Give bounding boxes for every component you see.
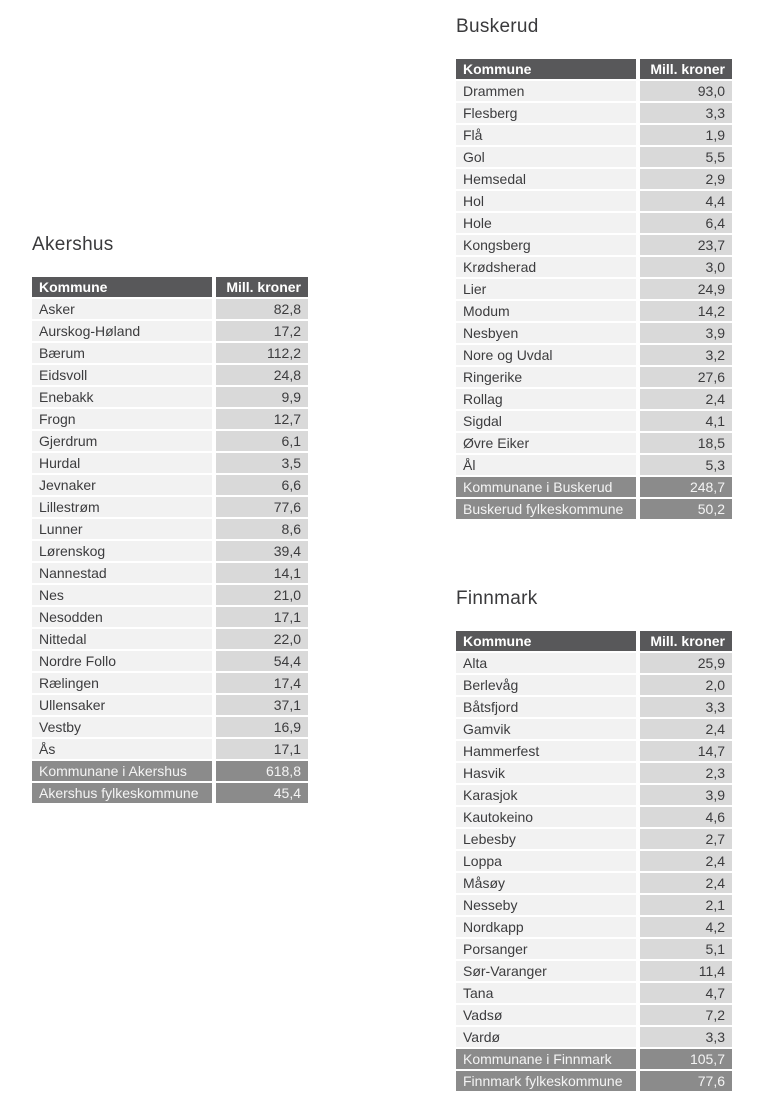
kommune-name-cell: Flesberg [456, 103, 636, 123]
kommune-value-cell: 82,8 [216, 299, 308, 319]
kommune-value-cell: 37,1 [216, 695, 308, 715]
kommune-name-cell: Tana [456, 983, 636, 1003]
kommune-name-cell: Alta [456, 653, 636, 673]
kommune-value-cell: 27,6 [640, 367, 732, 387]
kommune-name-cell: Vadsø [456, 1005, 636, 1025]
kommune-name-cell: Hurdal [32, 453, 212, 473]
kommune-value-cell: 12,7 [216, 409, 308, 429]
kommune-name-cell: Berlevåg [456, 675, 636, 695]
akershus-title: Akershus [32, 234, 114, 255]
kommune-name-cell: Hammerfest [456, 741, 636, 761]
kommune-name-cell: Frogn [32, 409, 212, 429]
kommune-name-cell: Lørenskog [32, 541, 212, 561]
column-header-kommune: Kommune [32, 277, 212, 297]
kommune-name-cell: Nes [32, 585, 212, 605]
kommune-value-cell: 25,9 [640, 653, 732, 673]
kommune-name-cell: Ringerike [456, 367, 636, 387]
kommune-value-cell: 2,4 [640, 719, 732, 739]
kommune-name-cell: Jevnaker [32, 475, 212, 495]
akershus-table [32, 277, 308, 803]
footer-label-cell: Kommunane i Buskerud [456, 477, 636, 497]
kommune-name-cell: Hol [456, 191, 636, 211]
kommune-name-cell: Sør-Varanger [456, 961, 636, 981]
kommune-name-cell: Rollag [456, 389, 636, 409]
kommune-value-cell: 2,3 [640, 763, 732, 783]
kommune-value-cell: 5,1 [640, 939, 732, 959]
kommune-name-cell: Nordkapp [456, 917, 636, 937]
kommune-value-cell: 3,3 [640, 1027, 732, 1047]
kommune-name-cell: Nesbyen [456, 323, 636, 343]
kommune-name-cell: Nordre Follo [32, 651, 212, 671]
kommune-name-cell: Nittedal [32, 629, 212, 649]
footer-value-cell: 45,4 [216, 783, 308, 803]
kommune-name-cell: Vestby [32, 717, 212, 737]
kommune-value-cell: 14,2 [640, 301, 732, 321]
kommune-name-cell: Båtsfjord [456, 697, 636, 717]
kommune-value-cell: 6,4 [640, 213, 732, 233]
kommune-value-cell: 2,0 [640, 675, 732, 695]
kommune-name-cell: Nesodden [32, 607, 212, 627]
buskerud-title: Buskerud [456, 16, 539, 37]
kommune-name-cell: Lebesby [456, 829, 636, 849]
kommune-value-cell: 54,4 [216, 651, 308, 671]
kommune-value-cell: 5,3 [640, 455, 732, 475]
kommune-value-cell: 3,9 [640, 323, 732, 343]
kommune-value-cell: 17,2 [216, 321, 308, 341]
footer-value-cell: 50,2 [640, 499, 732, 519]
kommune-name-cell: Ål [456, 455, 636, 475]
kommune-value-cell: 17,4 [216, 673, 308, 693]
kommune-name-cell: Hasvik [456, 763, 636, 783]
kommune-value-cell: 18,5 [640, 433, 732, 453]
kommune-name-cell: Gjerdrum [32, 431, 212, 451]
footer-value-cell: 105,7 [640, 1049, 732, 1069]
kommune-value-cell: 2,4 [640, 851, 732, 871]
kommune-name-cell: Gol [456, 147, 636, 167]
kommune-name-cell: Bærum [32, 343, 212, 363]
kommune-value-cell: 4,7 [640, 983, 732, 1003]
kommune-value-cell: 23,7 [640, 235, 732, 255]
footer-label-cell: Kommunane i Akershus [32, 761, 212, 781]
kommune-name-cell: Ås [32, 739, 212, 759]
kommune-name-cell: Gamvik [456, 719, 636, 739]
kommune-name-cell: Hemsedal [456, 169, 636, 189]
column-header-kommune: Kommune [456, 59, 636, 79]
kommune-value-cell: 21,0 [216, 585, 308, 605]
column-header-kommune: Kommune [456, 631, 636, 651]
kommune-name-cell: Aurskog-Høland [32, 321, 212, 341]
kommune-value-cell: 3,2 [640, 345, 732, 365]
kommune-value-cell: 77,6 [216, 497, 308, 517]
column-header-mill-kroner: Mill. kroner [640, 631, 732, 651]
kommune-name-cell: Drammen [456, 81, 636, 101]
footer-label-cell: Kommunane i Finnmark [456, 1049, 636, 1069]
kommune-name-cell: Sigdal [456, 411, 636, 431]
kommune-name-cell: Loppa [456, 851, 636, 871]
footer-value-cell: 248,7 [640, 477, 732, 497]
kommune-value-cell: 14,7 [640, 741, 732, 761]
kommune-value-cell: 3,3 [640, 697, 732, 717]
kommune-value-cell: 39,4 [216, 541, 308, 561]
kommune-value-cell: 93,0 [640, 81, 732, 101]
kommune-name-cell: Nore og Uvdal [456, 345, 636, 365]
kommune-name-cell: Lunner [32, 519, 212, 539]
footer-label-cell: Finnmark fylkeskommune [456, 1071, 636, 1091]
kommune-value-cell: 11,4 [640, 961, 732, 981]
kommune-name-cell: Modum [456, 301, 636, 321]
footer-value-cell: 618,8 [216, 761, 308, 781]
kommune-name-cell: Lillestrøm [32, 497, 212, 517]
kommune-value-cell: 2,1 [640, 895, 732, 915]
kommune-value-cell: 16,9 [216, 717, 308, 737]
kommune-value-cell: 3,5 [216, 453, 308, 473]
kommune-name-cell: Lier [456, 279, 636, 299]
kommune-value-cell: 6,6 [216, 475, 308, 495]
kommune-value-cell: 14,1 [216, 563, 308, 583]
kommune-name-cell: Flå [456, 125, 636, 145]
kommune-value-cell: 7,2 [640, 1005, 732, 1025]
kommune-value-cell: 112,2 [216, 343, 308, 363]
kommune-value-cell: 9,9 [216, 387, 308, 407]
buskerud-section [456, 14, 732, 519]
kommune-value-cell: 4,6 [640, 807, 732, 827]
column-header-mill-kroner: Mill. kroner [640, 59, 732, 79]
kommune-value-cell: 4,4 [640, 191, 732, 211]
kommune-name-cell: Karasjok [456, 785, 636, 805]
kommune-name-cell: Rælingen [32, 673, 212, 693]
kommune-name-cell: Vardø [456, 1027, 636, 1047]
finnmark-title: Finnmark [456, 588, 538, 609]
kommune-name-cell: Ullensaker [32, 695, 212, 715]
kommune-value-cell: 4,2 [640, 917, 732, 937]
footer-value-cell: 77,6 [640, 1071, 732, 1091]
kommune-value-cell: 2,4 [640, 389, 732, 409]
akershus-section [32, 232, 308, 803]
kommune-value-cell: 4,1 [640, 411, 732, 431]
kommune-name-cell: Øvre Eiker [456, 433, 636, 453]
kommune-value-cell: 24,8 [216, 365, 308, 385]
kommune-name-cell: Nannestad [32, 563, 212, 583]
kommune-name-cell: Måsøy [456, 873, 636, 893]
kommune-value-cell: 17,1 [216, 739, 308, 759]
kommune-value-cell: 6,1 [216, 431, 308, 451]
kommune-value-cell: 17,1 [216, 607, 308, 627]
kommune-value-cell: 22,0 [216, 629, 308, 649]
kommune-name-cell: Nesseby [456, 895, 636, 915]
finnmark-section [456, 586, 732, 1091]
footer-label-cell: Akershus fylkeskommune [32, 783, 212, 803]
kommune-value-cell: 3,0 [640, 257, 732, 277]
kommune-name-cell: Hole [456, 213, 636, 233]
column-header-mill-kroner: Mill. kroner [216, 277, 308, 297]
kommune-value-cell: 2,7 [640, 829, 732, 849]
kommune-value-cell: 24,9 [640, 279, 732, 299]
kommune-value-cell: 3,3 [640, 103, 732, 123]
kommune-value-cell: 1,9 [640, 125, 732, 145]
kommune-value-cell: 8,6 [216, 519, 308, 539]
kommune-name-cell: Krødsherad [456, 257, 636, 277]
kommune-name-cell: Kongsberg [456, 235, 636, 255]
kommune-name-cell: Porsanger [456, 939, 636, 959]
kommune-value-cell: 2,9 [640, 169, 732, 189]
kommune-value-cell: 2,4 [640, 873, 732, 893]
kommune-value-cell: 3,9 [640, 785, 732, 805]
kommune-name-cell: Eidsvoll [32, 365, 212, 385]
footer-label-cell: Buskerud fylkeskommune [456, 499, 636, 519]
kommune-value-cell: 5,5 [640, 147, 732, 167]
kommune-name-cell: Kautokeino [456, 807, 636, 827]
kommune-name-cell: Asker [32, 299, 212, 319]
finnmark-table [456, 631, 732, 1091]
buskerud-table [456, 59, 732, 519]
kommune-name-cell: Enebakk [32, 387, 212, 407]
